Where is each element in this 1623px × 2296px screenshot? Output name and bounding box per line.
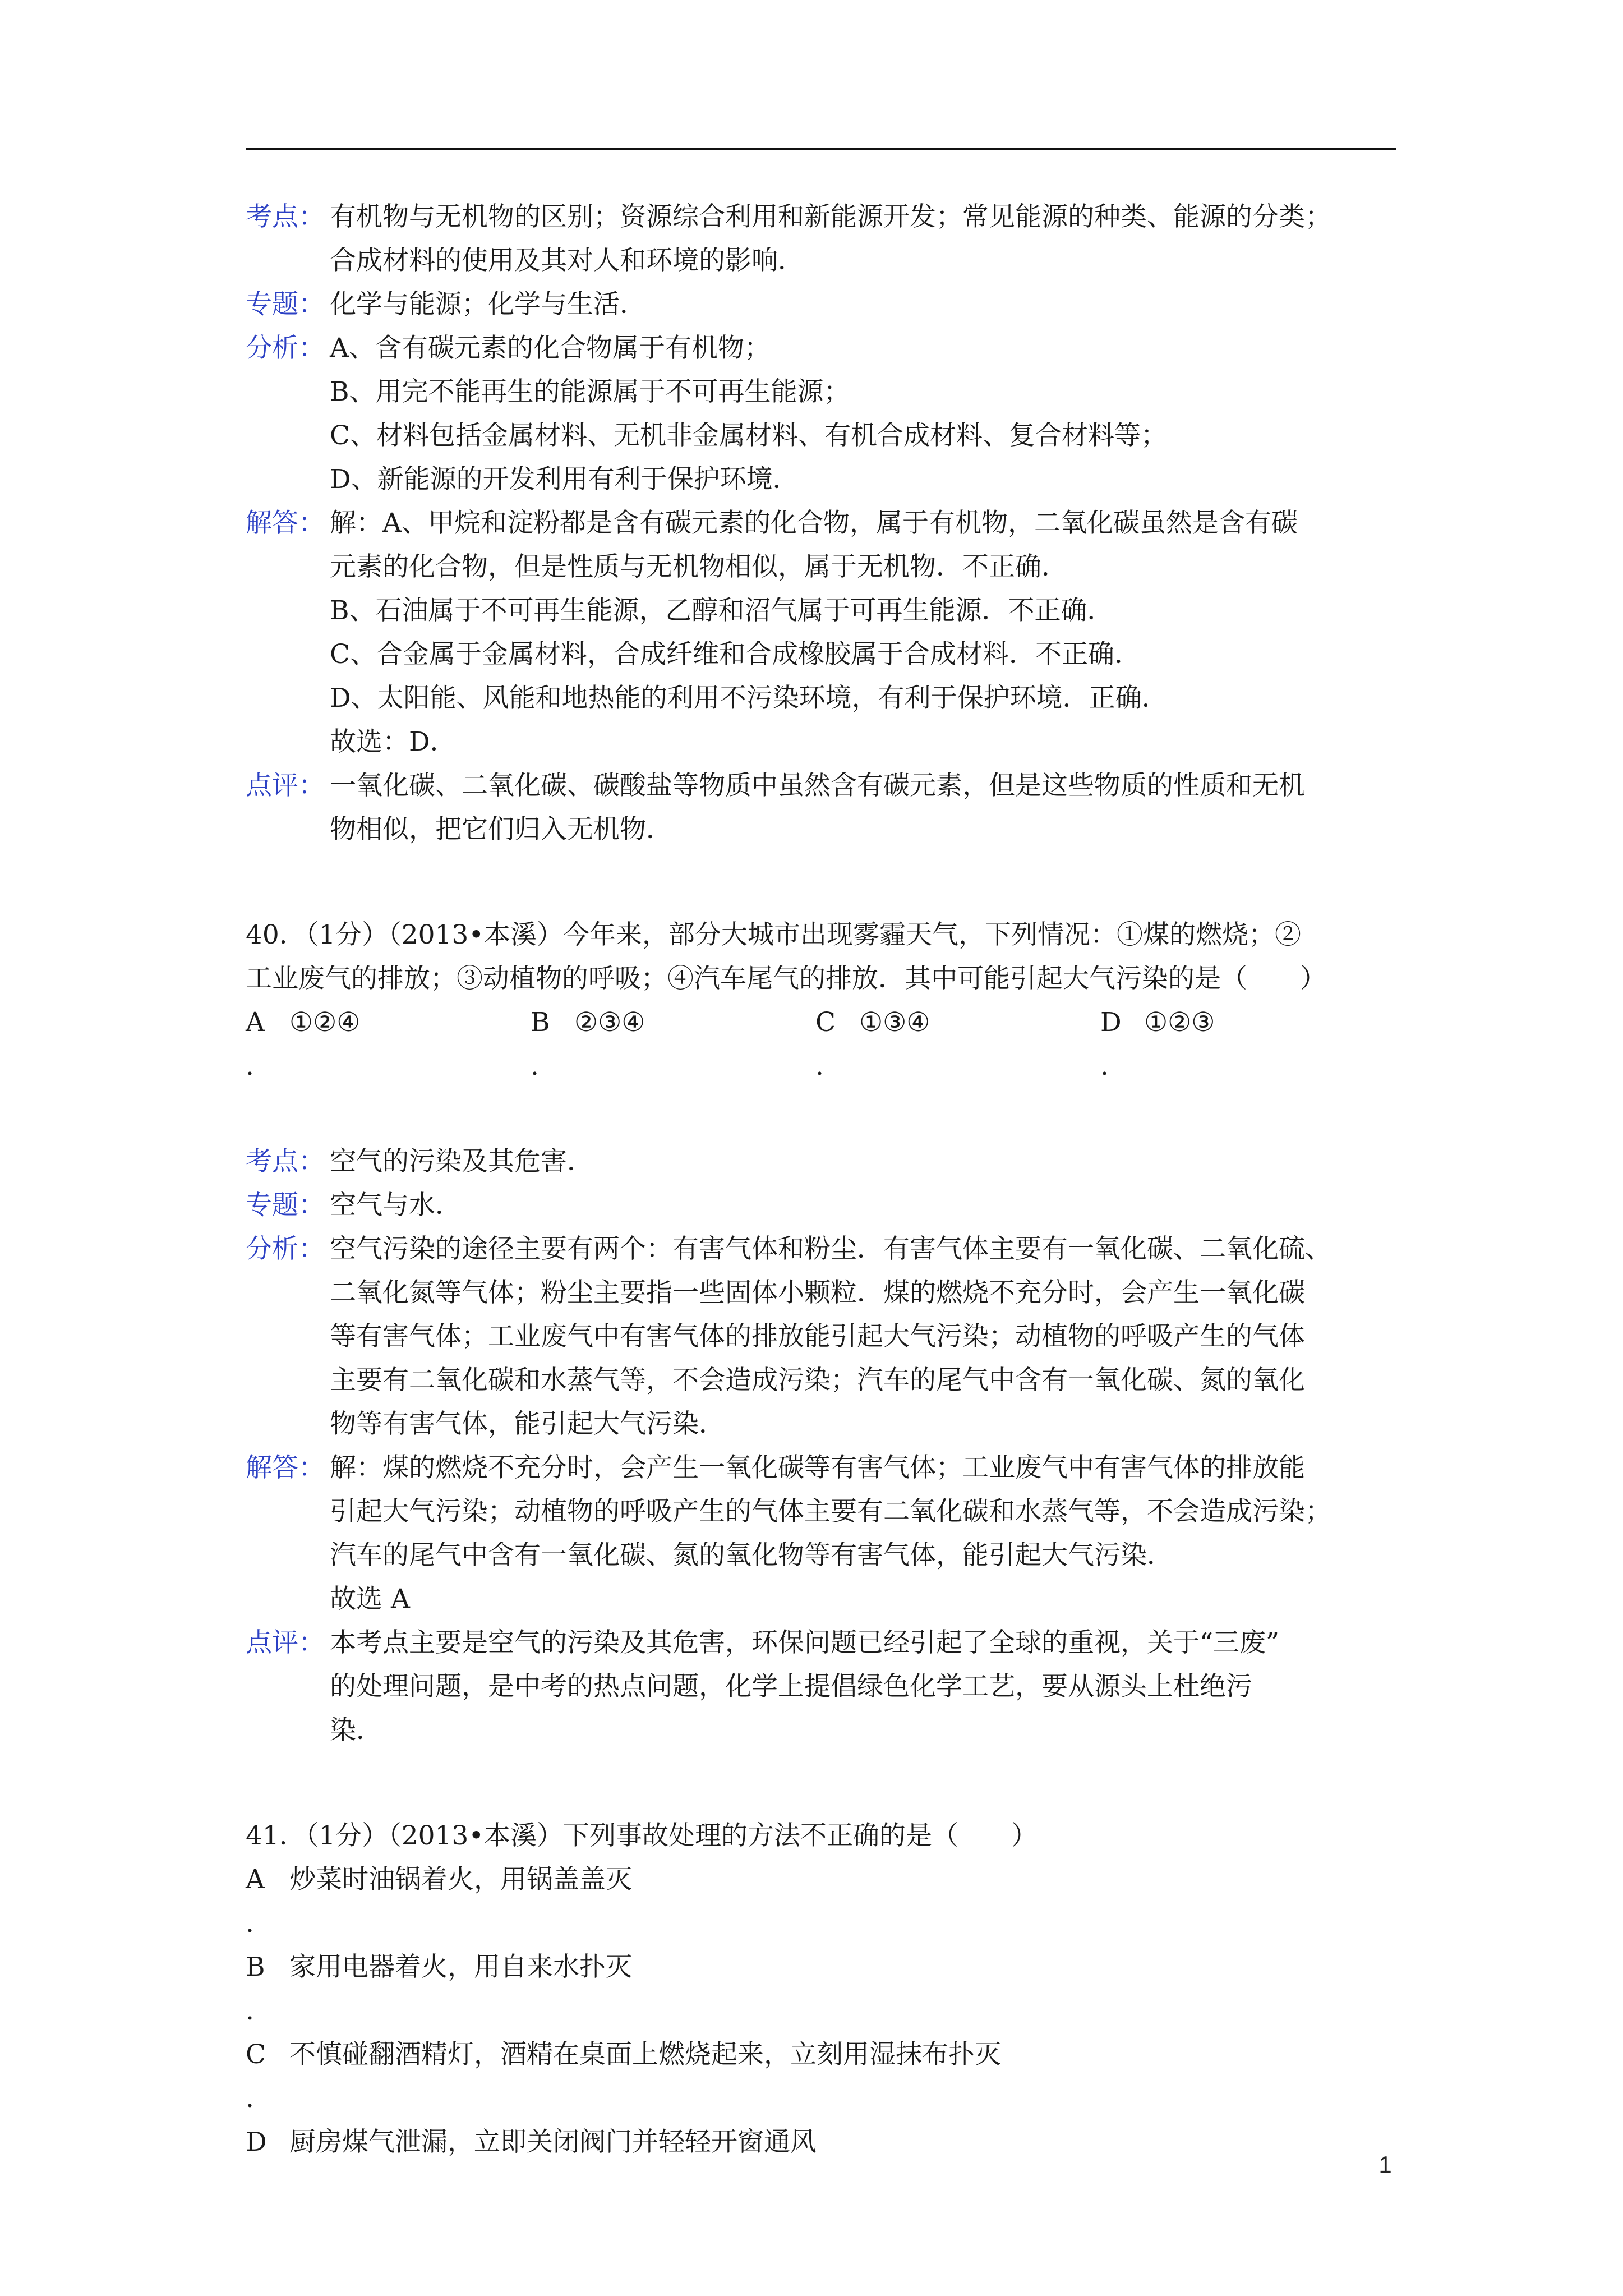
option-a: [246, 1858, 1401, 1945]
jieda-line: 故选 A: [330, 1584, 410, 1614]
option-c: [815, 1001, 1100, 1088]
dianping-line: 染．: [330, 1715, 382, 1746]
option-letter: C: [246, 2039, 266, 2070]
option-b: [531, 1001, 815, 1088]
option-text: 不慎碰翻酒精灯，酒精在桌面上燃烧起来，立刻用湿抹布扑灭: [289, 2039, 1001, 2070]
header-rule: [246, 148, 1396, 150]
option-a: [246, 1001, 531, 1088]
jieda-line: 元素的化合物，但是性质与无机物相似，属于无机物．不正确．: [330, 551, 1068, 582]
jieda-line: 解：煤的燃烧不充分时，会产生一氧化碳等有害气体；工业废气中有害气体的排放能: [330, 1452, 1305, 1483]
q39-zhuanti: [246, 283, 1401, 326]
fenxi-line: 二氧化氮等气体；粉尘主要指一些固体小颗粒．煤的燃烧不充分时，会产生一氧化碳: [330, 1277, 1305, 1308]
jieda-line: 引起大气污染；动植物的呼吸产生的气体主要有二氧化碳和水蒸气等，不会造成污染；: [330, 1496, 1331, 1527]
kaodian-text: 空气的污染及其危害．: [330, 1146, 593, 1177]
q40-kaodian: [246, 1140, 1401, 1184]
dianping-label: 点评：: [246, 1627, 325, 1658]
jieda-label: 解答：: [246, 1452, 325, 1483]
q39-dianping: [246, 764, 1401, 852]
option-text: 家用电器着火，用自来水扑灭: [289, 1952, 632, 1982]
kaodian-label: 考点：: [246, 201, 325, 232]
q40-zhuanti: [246, 1184, 1401, 1227]
dianping-line: 一氧化碳、二氧化碳、碳酸盐等物质中虽然含有碳元素，但是这些物质的性质和无机: [330, 770, 1305, 801]
fenxi-line: 等有害气体；工业废气中有害气体的排放能引起大气污染；动植物的呼吸产生的气体: [330, 1321, 1305, 1352]
question-stem-line: 41．（1分）（2013•本溪）下列事故处理的方法不正确的是（ ）: [246, 1820, 1038, 1851]
jieda-label: 解答：: [246, 508, 325, 539]
option-text: ①③④: [859, 1007, 930, 1038]
fenxi-line: 主要有二氧化碳和水蒸气等，不会造成污染；汽车的尾气中含有一氧化碳、氮的氧化: [330, 1365, 1305, 1396]
zhuanti-label: 专题：: [246, 1190, 325, 1221]
zhuanti-label: 专题：: [246, 289, 325, 320]
fenxi-line: C、材料包括金属材料、无机非金属材料、有机合成材料、复合材料等；: [330, 420, 1167, 451]
option-text: 厨房煤气泄漏，立即关闭阀门并轻轻开窗通风: [289, 2127, 817, 2157]
fenxi-line: 空气污染的途径主要有两个：有害气体和粉尘．有害气体主要有一氧化碳、二氧化硫、: [330, 1234, 1331, 1264]
q40-question: [246, 913, 1401, 1088]
dianping-line: 的处理问题，是中考的热点问题，化学上提倡绿色化学工艺，要从源头上杜绝污: [330, 1671, 1252, 1702]
option-dot: .: [246, 1908, 254, 1939]
zhuanti-text: 空气与水．: [330, 1190, 462, 1221]
option-dot: .: [531, 1051, 539, 1082]
q39-fenxi: [246, 326, 1401, 501]
fenxi-line: B、用完不能再生的能源属于不可再生能源；: [330, 376, 850, 407]
option-letter: B: [531, 1007, 550, 1038]
q40-fenxi: [246, 1227, 1401, 1446]
q40-solution: [246, 1140, 1401, 1752]
option-letter: D: [246, 2127, 267, 2157]
jieda-line: D、太阳能、风能和地热能的利用不污染环境，有利于保护环境．正确．: [330, 683, 1168, 714]
jieda-line: 故选：D．: [330, 726, 457, 757]
document-body: [246, 195, 1401, 2164]
q40-jieda: [246, 1446, 1401, 1621]
option-dot: .: [246, 1995, 254, 2026]
option-letter: B: [246, 1952, 265, 1982]
option-dot: .: [815, 1051, 824, 1082]
option-d: [1100, 1001, 1385, 1088]
dianping-line: 物相似，把它们归入无机物．: [330, 814, 672, 845]
q39-jieda: [246, 501, 1401, 764]
jieda-line: C、合金属于金属材料，合成纤维和合成橡胶属于合成材料．不正确．: [330, 639, 1141, 670]
dianping-label: 点评：: [246, 770, 325, 801]
option-d: [246, 2120, 1401, 2164]
dianping-line: 本考点主要是空气的污染及其危害，环保问题已经引起了全球的重视，关于“三废”: [330, 1627, 1280, 1658]
question-stem-line: 工业废气的排放；③动植物的呼吸；④汽车尾气的排放．其中可能引起大气污染的是（ ）: [246, 963, 1326, 994]
fenxi-label: 分析：: [246, 1234, 325, 1264]
question-stem-line: 40．（1分）（2013•本溪）今年来，部分大城市出现雾霾天气，下列情况：①煤的燃烧；②: [246, 919, 1302, 950]
fenxi-line: 物等有害气体，能引起大气污染．: [330, 1409, 725, 1439]
option-c: [246, 2033, 1401, 2120]
option-dot: .: [246, 2083, 254, 2114]
option-text: ①②③: [1144, 1007, 1215, 1038]
q39-solution: [246, 195, 1401, 852]
option-text: ①②④: [289, 1007, 361, 1038]
option-text: 炒菜时油锅着火，用锅盖盖灭: [289, 1864, 632, 1895]
fenxi-line: A、含有碳元素的化合物属于有机物；: [330, 333, 771, 364]
jieda-line: 汽车的尾气中含有一氧化碳、氮的氧化物等有害气体，能引起大气污染．: [330, 1540, 1173, 1571]
q40-dianping: [246, 1621, 1401, 1752]
fenxi-label: 分析：: [246, 333, 325, 364]
kaodian-label: 考点：: [246, 1146, 325, 1177]
fenxi-line: D、新能源的开发利用有利于保护环境．: [330, 464, 799, 495]
jieda-line: 解：A、甲烷和淀粉都是含有碳元素的化合物，属于有机物，二氧化碳虽然是含有碳: [330, 508, 1298, 539]
option-letter: A: [246, 1007, 265, 1038]
option-letter: C: [815, 1007, 836, 1038]
option-b: [246, 1945, 1401, 2033]
option-text: ②③④: [574, 1007, 645, 1038]
kaodian-line: 有机物与无机物的区别；资源综合利用和新能源开发；常见能源的种类、能源的分类；: [330, 201, 1331, 232]
q39-kaodian: [246, 195, 1401, 283]
q41-question: [246, 1814, 1401, 2164]
option-dot: .: [1100, 1051, 1109, 1082]
kaodian-line: 合成材料的使用及其对人和环境的影响．: [330, 245, 804, 276]
page-number: 1: [1378, 2151, 1392, 2178]
option-dot: .: [246, 1051, 254, 1082]
option-letter: A: [246, 1864, 265, 1895]
option-letter: D: [1100, 1007, 1122, 1038]
jieda-line: B、石油属于不可再生能源，乙醇和沼气属于可再生能源．不正确．: [330, 595, 1114, 626]
q40-options: [246, 1001, 1401, 1088]
zhuanti-text: 化学与能源；化学与生活．: [330, 289, 646, 320]
